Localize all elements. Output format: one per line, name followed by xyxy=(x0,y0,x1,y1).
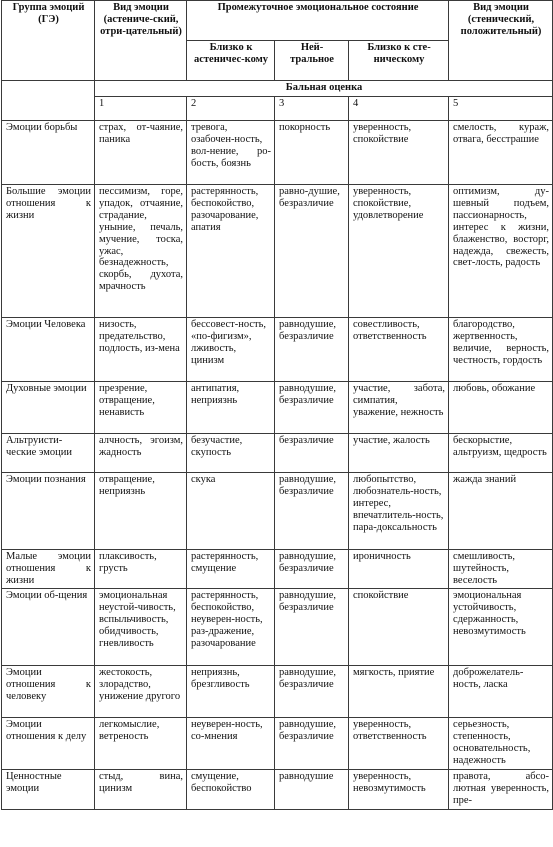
row-cell-5: оптимизм, ду-шевный подъем, пассионарность, интерес к жизни, блаженство, восторг, надежда, свежесть, свет-лость, радость xyxy=(449,185,553,318)
header-score-row xyxy=(2,81,553,97)
row-cell-1: низость, предательство, подлость, из-мена xyxy=(95,318,187,382)
row-group-cell: Эмоции борьбы xyxy=(2,121,95,185)
row-cell-5: смешливость, шутейность, веселость xyxy=(449,550,553,589)
row-cell-3: равнодушие, безразличие xyxy=(275,382,349,434)
number-3: 3 xyxy=(275,97,349,121)
header-group: Группа эмоций (ГЭ) xyxy=(2,1,95,81)
header-sthenic: Вид эмоции (стенический, положительный) xyxy=(449,1,553,81)
row-cell-4: ироничность xyxy=(349,550,449,589)
row-cell-2: тревога, озабочен-ность, вол-нение, ро-бость, боязнь xyxy=(187,121,275,185)
table-row xyxy=(2,434,553,473)
header-close-sthenic: Близко к сте-ническому xyxy=(349,41,449,81)
row-cell-4: уверенность, спокойствие, удовлетворение xyxy=(349,185,449,318)
row-cell-4: любопытство, любознатель-ность, интерес, впечатлитель-ность, пара-доксальность xyxy=(349,473,449,550)
row-group-cell: Ценностные эмоции xyxy=(2,770,95,810)
row-cell-2: растерянность, беспокойство, неуверен-ность, раз-дражение, разочарование xyxy=(187,589,275,666)
table-row xyxy=(2,121,553,185)
header-intermediate: Промежуточное эмоциональное состояние xyxy=(187,1,449,41)
row-cell-3: равнодушие, безразличие xyxy=(275,550,349,589)
row-cell-3: равнодушие xyxy=(275,770,349,810)
number-row xyxy=(2,97,553,121)
row-cell-4: уверенность, спокойствие xyxy=(349,121,449,185)
row-cell-4: участие, забота, симпатия, уважение, нежность xyxy=(349,382,449,434)
header-asthenic: Вид эмоции (астениче-ский, отри-цательный) xyxy=(95,1,187,81)
row-cell-4: участие, жалость xyxy=(349,434,449,473)
row-cell-5: бескорыстие, альтруизм, щедрость xyxy=(449,434,553,473)
table-body xyxy=(2,121,553,810)
row-cell-1: пессимизм, горе, упадок, отчаяние, страдание, уныние, печаль, мучение, тоска, ужас, безнадежность, скорбь, духота, мрачность xyxy=(95,185,187,318)
row-cell-3: безразличие xyxy=(275,434,349,473)
header-score: Бальная оценка xyxy=(95,81,553,97)
table-row xyxy=(2,185,553,318)
number-1: 1 xyxy=(95,97,187,121)
table-row xyxy=(2,318,553,382)
row-cell-4: мягкость, приятие xyxy=(349,666,449,718)
header-close-asthenic: Близко к астеничес-кому xyxy=(187,41,275,81)
row-cell-4: уверенность, невозмутимость xyxy=(349,770,449,810)
row-cell-3: равнодушие, безразличие xyxy=(275,318,349,382)
row-cell-1: плаксивость, грусть xyxy=(95,550,187,589)
row-cell-1: алчность, эгоизм, жадность xyxy=(95,434,187,473)
table-row xyxy=(2,473,553,550)
table-row xyxy=(2,770,553,810)
row-cell-5: серьезность, степенность, основательность, надежность xyxy=(449,718,553,770)
row-group-cell: Эмоции Человека xyxy=(2,318,95,382)
number-4: 4 xyxy=(349,97,449,121)
number-2: 2 xyxy=(187,97,275,121)
row-cell-3: равнодушие, безразличие xyxy=(275,718,349,770)
row-cell-4: спокойствие xyxy=(349,589,449,666)
row-group-cell: Духовные эмоции xyxy=(2,382,95,434)
row-cell-5: правота, абсо-лютная уверенность, пре- xyxy=(449,770,553,810)
row-cell-5: смелость, кураж, отвага, бесстрашие xyxy=(449,121,553,185)
row-cell-1: легкомыслие, ветреность xyxy=(95,718,187,770)
table-row xyxy=(2,550,553,589)
row-cell-1: эмоциональная неустой-чивость, вспыльчивость, обидчивость, гневливость xyxy=(95,589,187,666)
row-group-cell: Эмоции отношения к человеку xyxy=(2,666,95,718)
row-cell-2: бессовест-ность, «по-фигизм», лживость, цинизм xyxy=(187,318,275,382)
header-row-1 xyxy=(2,1,553,41)
table-row xyxy=(2,382,553,434)
row-cell-5: жажда знаний xyxy=(449,473,553,550)
row-cell-3: равнодушие, безразличие xyxy=(275,589,349,666)
row-cell-1: презрение, отвращение, ненависть xyxy=(95,382,187,434)
row-cell-2: антипатия, неприязнь xyxy=(187,382,275,434)
row-cell-2: безучастие, скупость xyxy=(187,434,275,473)
row-cell-5: доброжелатель-ность, ласка xyxy=(449,666,553,718)
row-cell-1: жестокость, злорадство, унижение другого xyxy=(95,666,187,718)
row-cell-1: стыд, вина, цинизм xyxy=(95,770,187,810)
row-cell-5: благородство, жертвенность, величие, верность, честность, гордость xyxy=(449,318,553,382)
row-cell-3: покорность xyxy=(275,121,349,185)
row-group-cell: Малые эмоции отношения к жизни xyxy=(2,550,95,589)
number-5: 5 xyxy=(449,97,553,121)
table-row xyxy=(2,666,553,718)
table-row xyxy=(2,718,553,770)
table-row xyxy=(2,589,553,666)
row-cell-2: скука xyxy=(187,473,275,550)
header-neutral: Ней-тральное xyxy=(275,41,349,81)
row-cell-2: растерянность, беспокойство, разочарование, апатия xyxy=(187,185,275,318)
row-cell-4: уверенность, ответственность xyxy=(349,718,449,770)
row-cell-5: любовь, обожание xyxy=(449,382,553,434)
row-cell-1: страх, от-чаяние, паника xyxy=(95,121,187,185)
row-cell-2: неуверен-ность, со-мнения xyxy=(187,718,275,770)
row-group-cell: Эмоции об-щения xyxy=(2,589,95,666)
emotions-table xyxy=(1,0,553,810)
row-group-cell: Большие эмоции отношения к жизни xyxy=(2,185,95,318)
row-cell-5: эмоциональная устойчивость, сдержанность, невозмутимость xyxy=(449,589,553,666)
row-group-cell: Эмоции познания xyxy=(2,473,95,550)
row-cell-2: неприязнь, брезгливость xyxy=(187,666,275,718)
row-cell-2: растерянность, смущение xyxy=(187,550,275,589)
row-cell-4: совестливость, ответственность xyxy=(349,318,449,382)
row-cell-1: отвращение, неприязнь xyxy=(95,473,187,550)
row-cell-3: равнодушие, безразличие xyxy=(275,473,349,550)
row-cell-2: смущение, беспокойство xyxy=(187,770,275,810)
row-group-cell: Эмоции отношения к делу xyxy=(2,718,95,770)
row-cell-3: равно-душие, безразличие xyxy=(275,185,349,318)
row-cell-3: равнодушие, безразличие xyxy=(275,666,349,718)
row-group-cell: Альтруисти-ческие эмоции xyxy=(2,434,95,473)
